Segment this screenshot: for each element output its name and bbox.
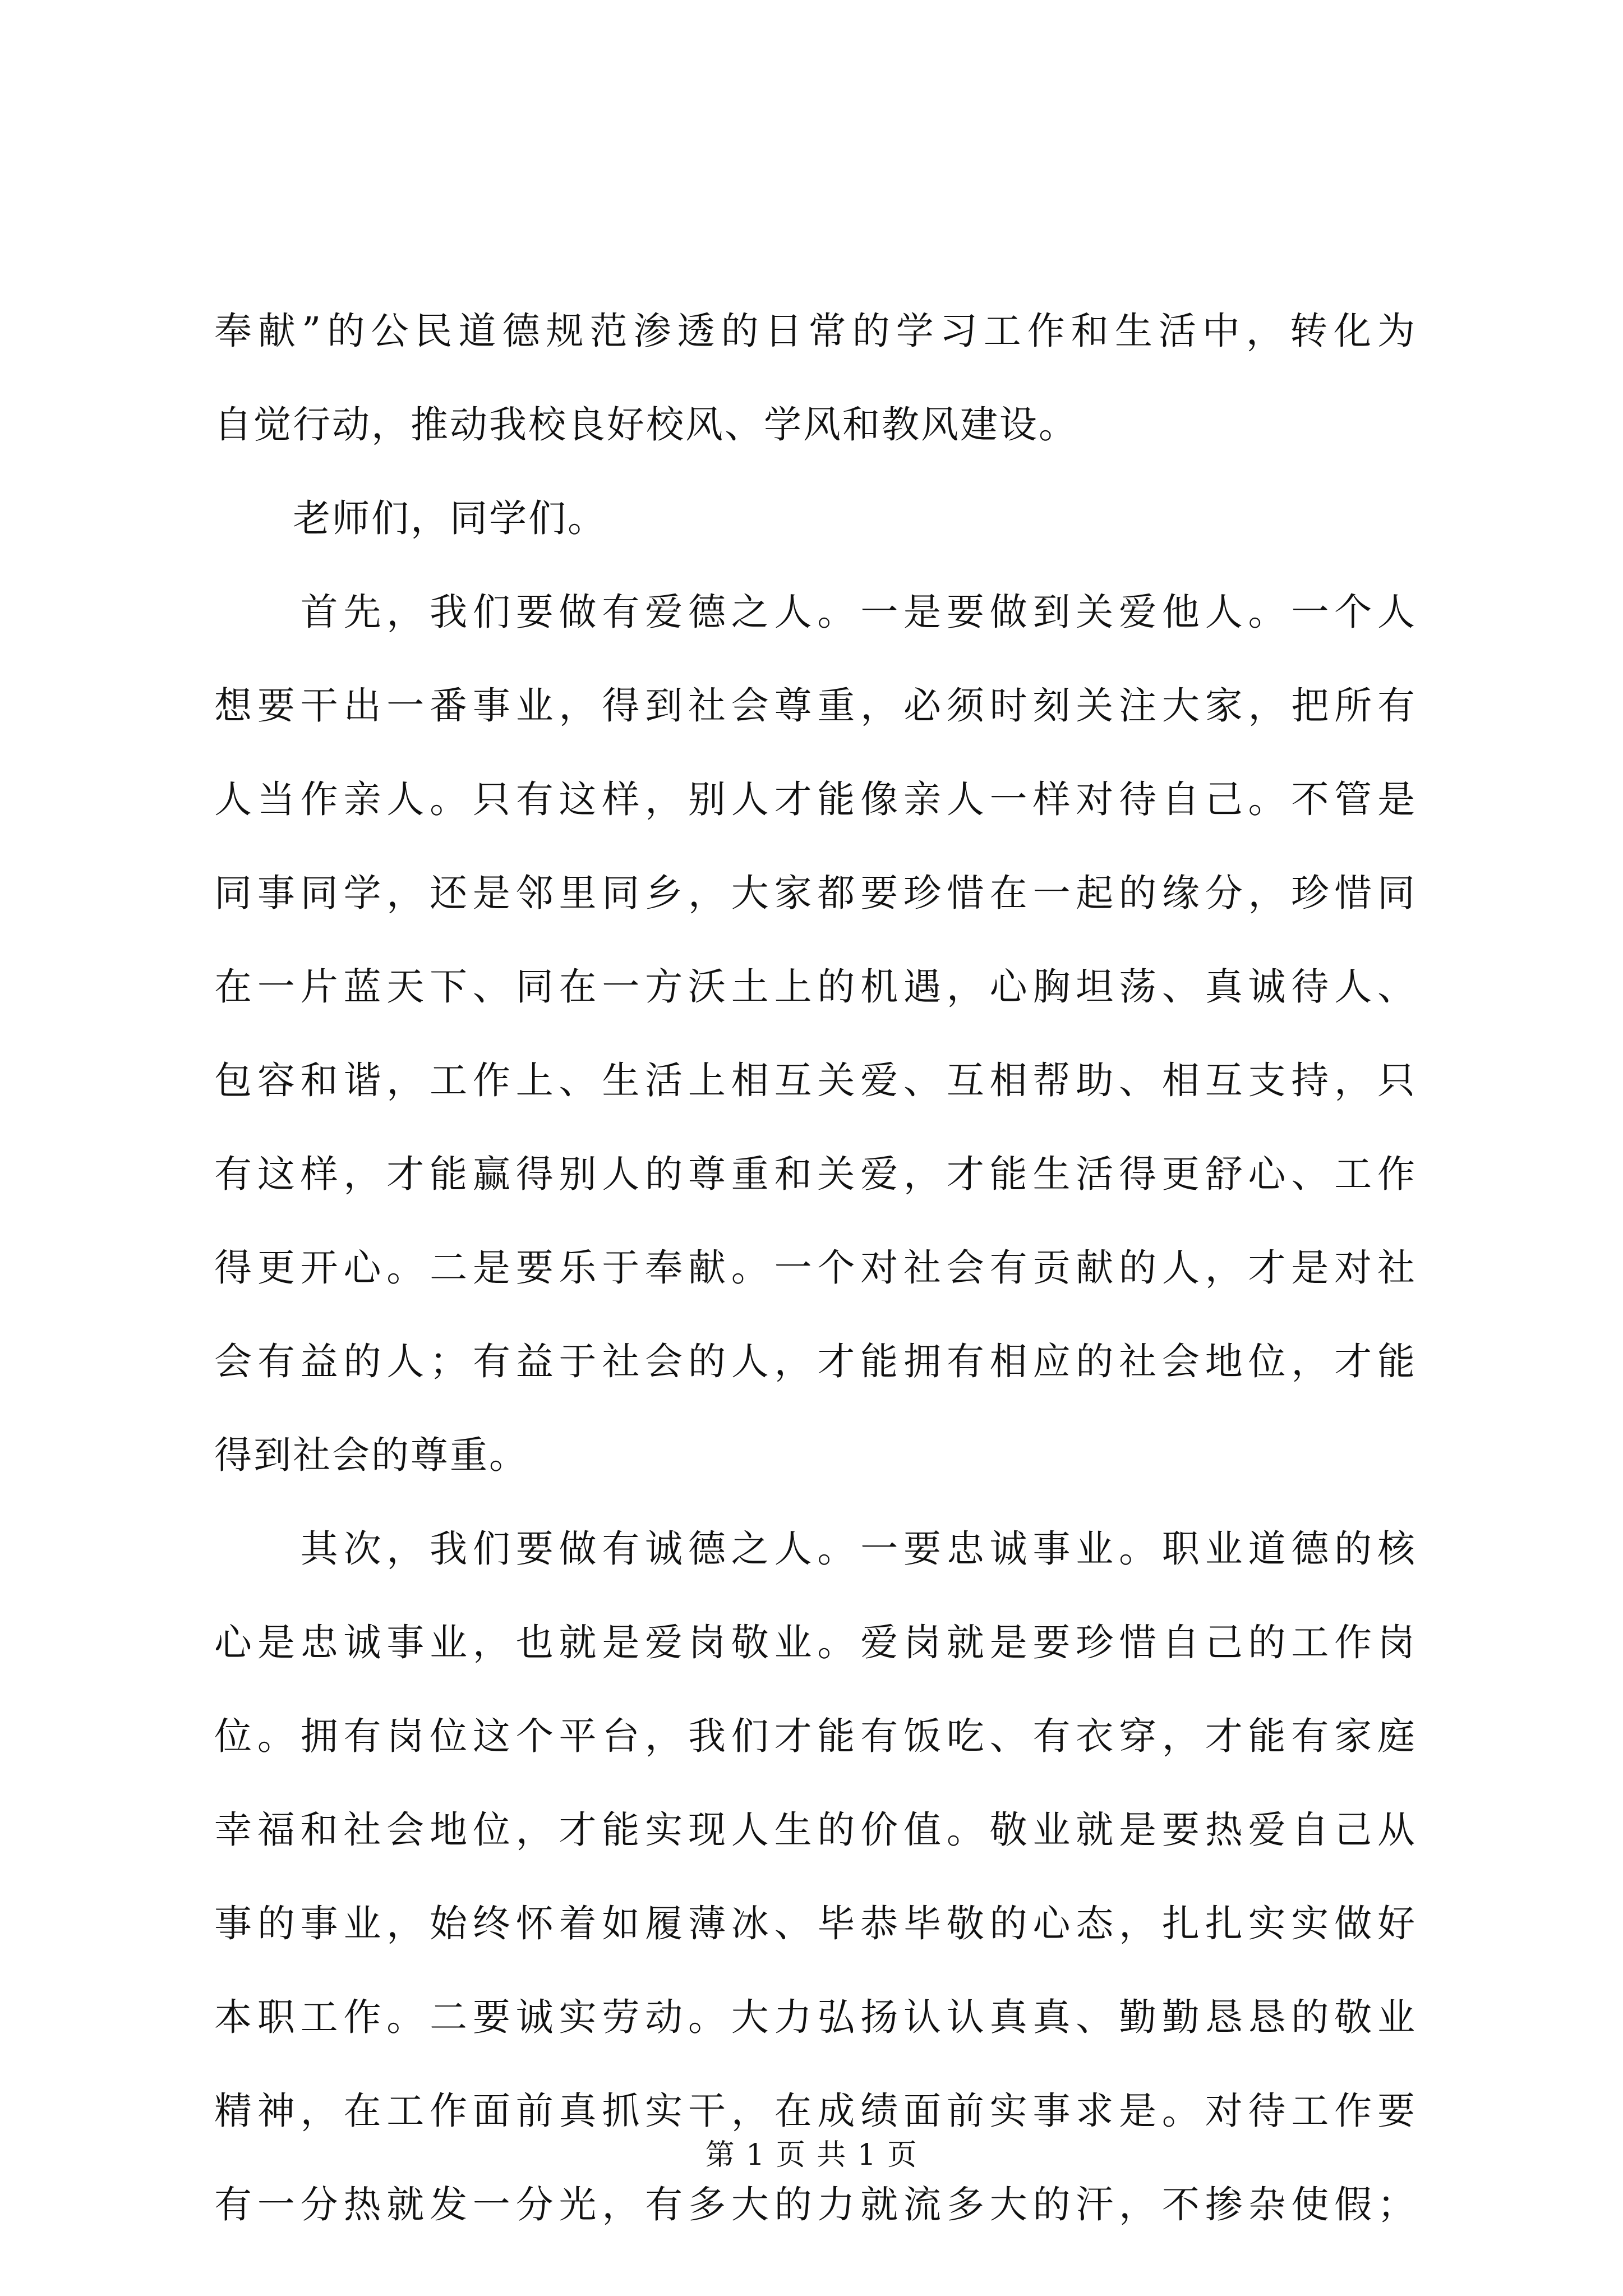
text-line: 奉献”的公民道德规范渗透的日常的学习工作和生活中，转化为	[214, 309, 1417, 353]
text-line: 想要干出一番事业，得到社会尊重，必须时刻关注大家，把所有	[214, 684, 1417, 728]
text-line: 在一片蓝天下、同在一方沃土上的机遇，心胸坦荡、真诚待人、	[214, 965, 1417, 1009]
page-footer: 第 1 页 共 1 页	[705, 2138, 918, 2172]
text-line: 人当作亲人。只有这样，别人才能像亲人一样对待自己。不管是	[214, 777, 1417, 821]
text-line: 其次，我们要做有诚德之人。一要忠诚事业。职业道德的核	[214, 1527, 1417, 1571]
text-line: 同事同学，还是邻里同乡，大家都要珍惜在一起的缘分，珍惜同	[214, 871, 1417, 915]
text-line: 精神，在工作面前真抓实干，在成绩面前实事求是。对待工作要	[214, 2089, 1417, 2133]
text-line: 有这样，才能赢得别人的尊重和关爱，才能生活得更舒心、工作	[214, 1152, 1417, 1196]
text-line: 老师们，同学们。	[214, 496, 607, 540]
text-line: 得到社会的尊重。	[214, 1433, 528, 1477]
text-line: 首先，我们要做有爱德之人。一是要做到关爱他人。一个人	[214, 590, 1417, 634]
text-line: 幸福和社会地位，才能实现人生的价值。敬业就是要热爱自己从	[214, 1808, 1417, 1852]
text-line: 会有益的人；有益于社会的人，才能拥有相应的社会地位，才能	[214, 1340, 1417, 1383]
text-line: 事的事业，始终怀着如履薄冰、毕恭毕敬的心态，扎扎实实做好	[214, 1902, 1417, 1945]
text-line: 自觉行动，推动我校良好校风、学风和教风建设。	[214, 403, 1078, 447]
document-body	[214, 307, 1417, 2275]
text-line: 本职工作。二要诚实劳动。大力弘扬认认真真、勤勤恳恳的敬业	[214, 1995, 1417, 2039]
text-line: 心是忠诚事业，也就是爱岗敬业。爱岗就是要珍惜自己的工作岗	[214, 1621, 1417, 1664]
text-line: 位。拥有岗位这个平台，我们才能有饭吃、有衣穿，才能有家庭	[214, 1714, 1417, 1758]
text-line: 包容和谐，工作上、生活上相互关爱、互相帮助、相互支持，只	[214, 1059, 1417, 1102]
text-line: 得更开心。二是要乐于奉献。一个对社会有贡献的人，才是对社	[214, 1246, 1417, 1290]
text-line: 有一分热就发一分光，有多大的力就流多大的汗，不掺杂使假；	[214, 2183, 1417, 2226]
